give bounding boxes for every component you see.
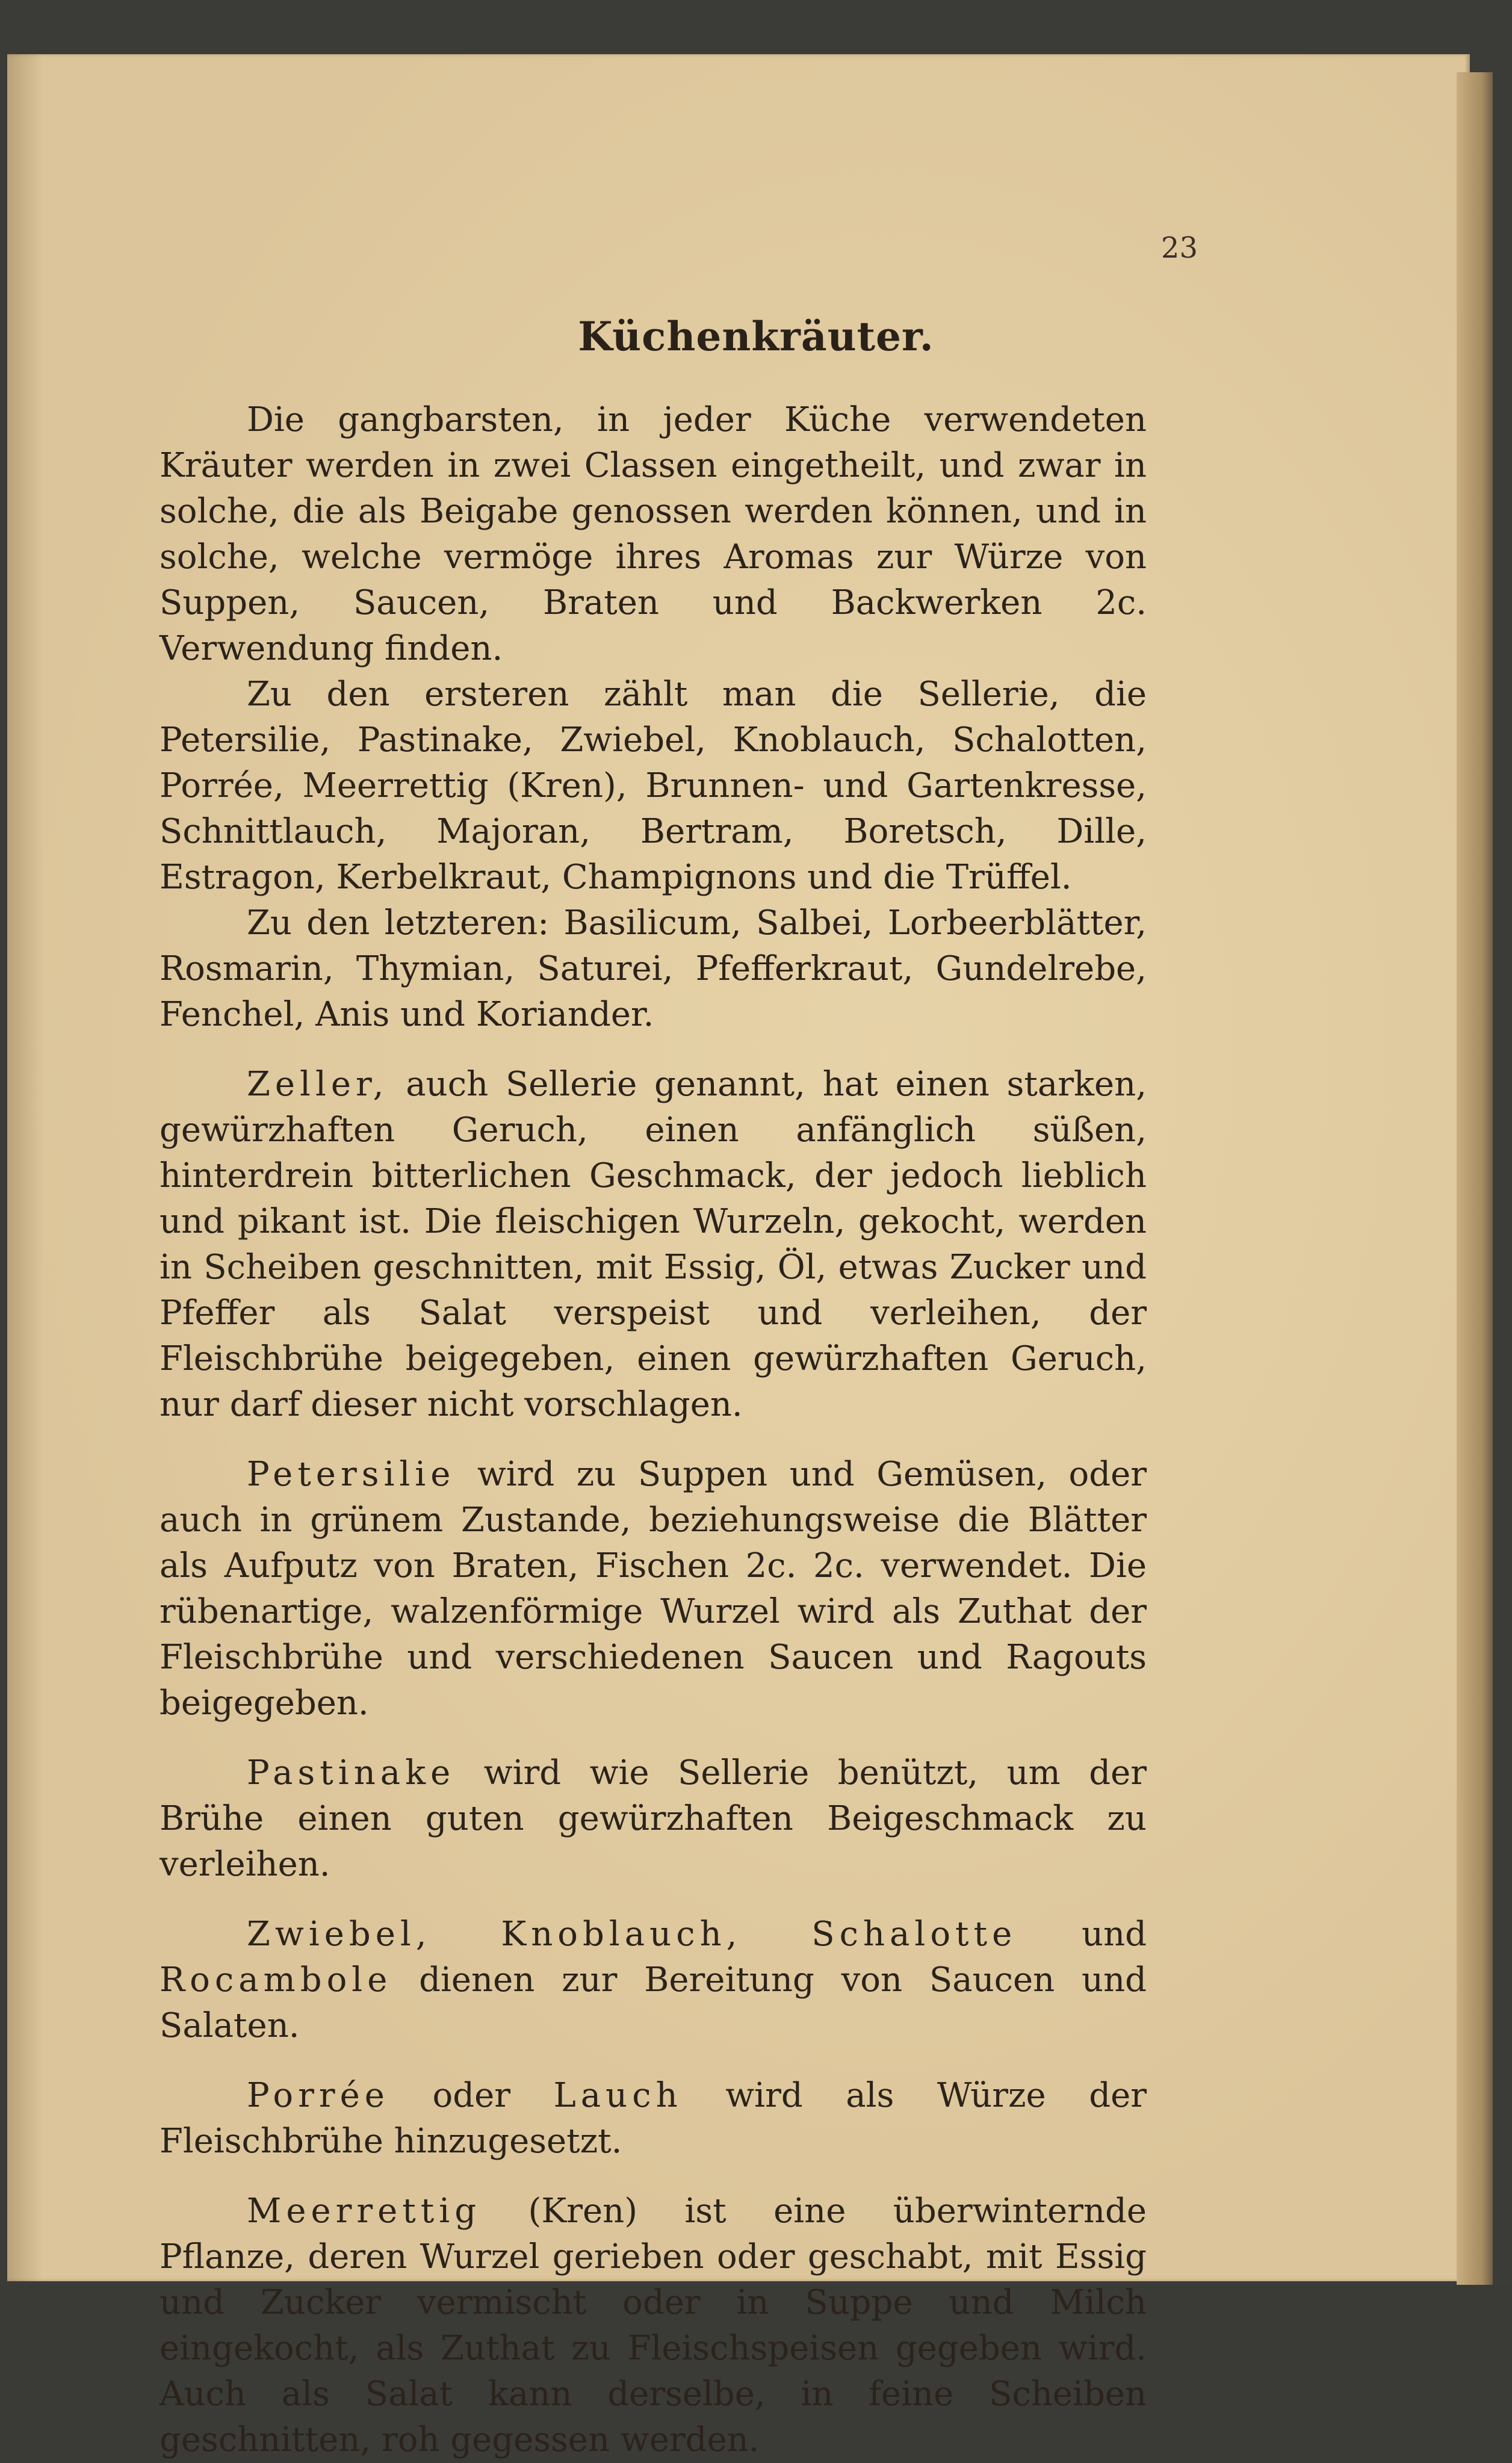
paragraph-text: (Kren) ist eine überwinternde Pflanze, deren Wurzel gerieben oder geschabt, mit Essig und Zucker vermischt oder in Suppe und Milch eingekocht, als Zuthat zu Fleischspeisen gegeben wird. Auch als Salat kann derselbe, in feine Scheiben geschnitten, roh gegessen werden.	[160, 2192, 1147, 2459]
herb-term: Rocambole	[160, 1960, 392, 2000]
paragraph-text: oder	[389, 2076, 554, 2115]
page-heading: Küchenkräuter.	[578, 313, 934, 360]
herb-term: Petersilie	[247, 1455, 456, 1494]
paragraph: Die gangbarsten, in jeder Küche verwendeten Kräuter werden in zwei Classen eingetheilt, und zwar in solche, die als Beigabe genossen werden können, und in solche, welche vermöge ihres Aromas zur Würze von Suppen, Saucen, Braten und Backwerken 2c. Verwendung finden.	[160, 400, 1147, 668]
paragraph	[160, 2073, 1147, 2164]
paragraph	[160, 1912, 1147, 2049]
paragraph-text: wird wie Sellerie benützt, um der Brühe einen guten gewürzhaften Beigeschmack zu verleihen.	[160, 1753, 1147, 1884]
herb-term: Zwiebel, Knoblauch, Schalotte	[247, 1915, 1017, 1954]
paragraph	[160, 1750, 1147, 1888]
paragraph-text: dienen zur Bereitung von Saucen und Salaten.	[160, 1960, 1147, 2045]
paragraph-text: auch Sellerie genannt, hat einen starken, gewürzhaften Geruch, einen anfänglich süßen, hinterdrein bitterlichen Geschmack, der jedoch lieblich und pikant ist. Die fleischigen Wurzeln, gekocht, werden in Scheiben geschnitten, mit Essig, Öl, etwas Zucker und Pfeffer als Salat verspeist und verleihen, der Fleischbrühe beigegeben, einen gewürzhaften Geruch, nur darf dieser nicht vorschlagen.	[160, 1065, 1147, 1424]
body-text	[160, 397, 1147, 2463]
herb-term: Lauch	[553, 2076, 683, 2115]
paragraph: Zu den ersteren zählt man die Sellerie, die Petersilie, Pastinake, Zwiebel, Knoblauch, Schalotten, Porrée, Meerrettig (Kren), Brunnen- und Gartenkresse, Schnittlauch, Majoran, Bertram, Boretsch, Dille, Estragon, Kerbelkraut, Champignons und die Trüffel.	[160, 675, 1147, 897]
herb-term: Zeller,	[247, 1065, 389, 1104]
page-edge	[1457, 72, 1493, 2285]
herb-term: Meerrettig	[247, 2192, 482, 2231]
paragraph	[160, 1062, 1147, 1428]
paragraph: Zu den letzteren: Basilicum, Salbei, Lorbeerblätter, Rosmarin, Thymian, Saturei, Pfefferkraut, Gundelrebe, Fenchel, Anis und Koriander.	[160, 903, 1147, 1034]
page-number: 23	[1160, 231, 1198, 265]
herb-term: Pastinake	[247, 1753, 456, 1792]
paragraph-text: wird zu Suppen und Gemüsen, oder auch in grünem Zustande, beziehungsweise die Blätter als Aufputz von Braten, Fischen 2c. 2c. verwendet. Die rübenartige, walzenförmige Wurzel wird als Zuthat der Fleischbrühe und verschiedenen Saucen und Ragouts beigegeben.	[160, 1455, 1147, 1723]
paragraph	[160, 2189, 1147, 2463]
herb-term: Porrée	[247, 2076, 389, 2115]
paragraph	[160, 1452, 1147, 1726]
paragraph-text: wird als Würze der Fleischbrühe hinzugesetzt.	[160, 2076, 1147, 2161]
paragraph-text: und	[1017, 1915, 1147, 1954]
